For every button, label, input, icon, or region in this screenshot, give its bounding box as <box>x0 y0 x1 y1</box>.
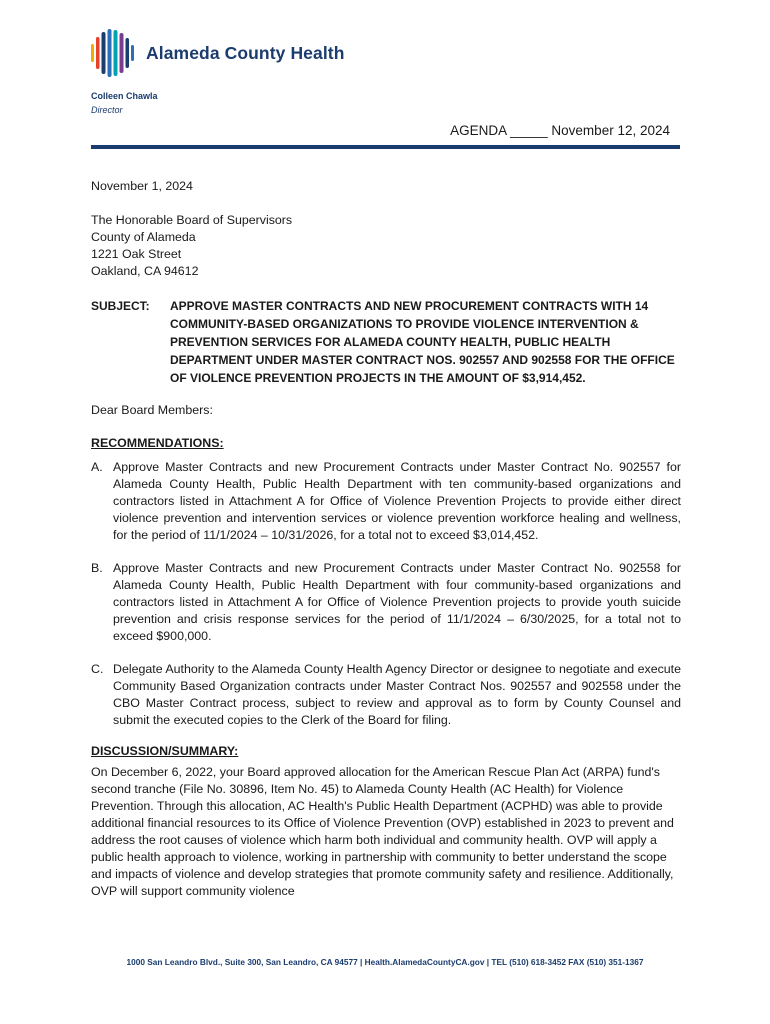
recommendation-item <box>91 560 681 645</box>
recommendation-item <box>91 661 681 729</box>
recommendation-text: Approve Master Contracts and new Procurement Contracts under Master Contract No. 902558 for Alameda County Health, Public Health Department with four community-based organizations and contractors listed in Attachment A for Office of Violence Prevention projects to provide youth suicide prevention and crisis response services for the period of 11/1/2024 – 6/30/2025, for a total not to exceed $900,000. <box>113 561 681 643</box>
org-name: Alameda County Health <box>146 42 345 63</box>
discussion-text: On December 6, 2022, your Board approved allocation for the American Rescue Plan Act (ARPA) fund's second tranche (File No. 30896, Item No. 45) to Alameda County Health (AC Health) for Violence Prevention. Through this allocation, AC Health's Public Health Department (ACPHD) was able to provide additional financial resources to its Office of Violence Prevention (OVP) established in 2023 to prevent and address the root causes of violence which harm both individual and community health. OVP will apply a public health approach to violence, working in partnership with community to better understand the scope and impacts of violence and develop strategies that promote community safety and resilience. Additionally, OVP will support community violence <box>91 765 674 898</box>
address-line: Oakland, CA 94612 <box>91 264 199 278</box>
director-title: Director <box>91 105 123 115</box>
footer-contact: 1000 San Leandro Blvd., Suite 300, San Leandro, CA 94577 | Health.AlamedaCountyCA.gov | TEL (510) 618-3452 FAX (510) 351-1367 <box>126 957 644 967</box>
greeting: Dear Board Members: <box>91 403 213 417</box>
subject-block <box>91 297 681 387</box>
header-divider <box>91 145 680 149</box>
subject-label: SUBJECT: <box>91 299 150 313</box>
recommendation-text: Approve Master Contracts and new Procurement Contracts under Master Contract No. 902557 for Alameda County Health, Public Health Department with ten community-based organizations and contractors listed in Attachment A for Office of Violence Prevention Projects to provide either direct violence prevention and intervention services or violence prevention workforce healing and wellness, for the period of 11/1/2024 – 10/31/2026, for a total not to exceed $3,014,452. <box>113 460 681 542</box>
recipient-address <box>91 212 681 280</box>
recommendation-letter: A. <box>91 460 103 474</box>
recommendation-letter: C. <box>91 662 104 676</box>
logo <box>90 28 345 78</box>
discussion-heading: DISCUSSION/SUMMARY: <box>91 744 239 758</box>
address-line: County of Alameda <box>91 230 196 244</box>
agenda-line: AGENDA _____ November 12, 2024 <box>450 123 670 138</box>
logo-stripes-icon <box>90 28 138 78</box>
subject-text: APPROVE MASTER CONTRACTS AND NEW PROCUREMENT CONTRACTS WITH 14 COMMUNITY-BASED ORGANIZATIONS TO PROVIDE VIOLENCE INTERVENTION & PREVENTION SERVICES FOR ALAMEDA COUNTY HEALTH, PUBLIC HEALTH DEPARTMENT UNDER MASTER CONTRACT NOS. 902557 AND 902558 FOR THE OFFICE OF VIOLENCE PREVENTION PROJECTS IN THE AMOUNT OF $3,914,452. <box>170 299 675 385</box>
address-line: The Honorable Board of Supervisors <box>91 213 293 227</box>
letter-body <box>91 178 681 900</box>
letter-date: November 1, 2024 <box>91 179 193 193</box>
address-line: 1221 Oak Street <box>91 247 182 261</box>
recommendation-letter: B. <box>91 561 103 575</box>
recommendations-heading: RECOMMENDATIONS: <box>91 436 224 450</box>
director-name: Colleen Chawla <box>91 91 158 101</box>
recommendation-item <box>91 459 681 544</box>
recommendation-text: Delegate Authority to the Alameda County Health Agency Director or designee to negotiate and execute Community Based Organization contracts under Master Contract Nos. 902557 and 902558 under the CBO Master Contract process, subject to review and approval as to form by County Counsel and submit the executed copies to the Clerk of the Board for filing. <box>113 662 681 727</box>
